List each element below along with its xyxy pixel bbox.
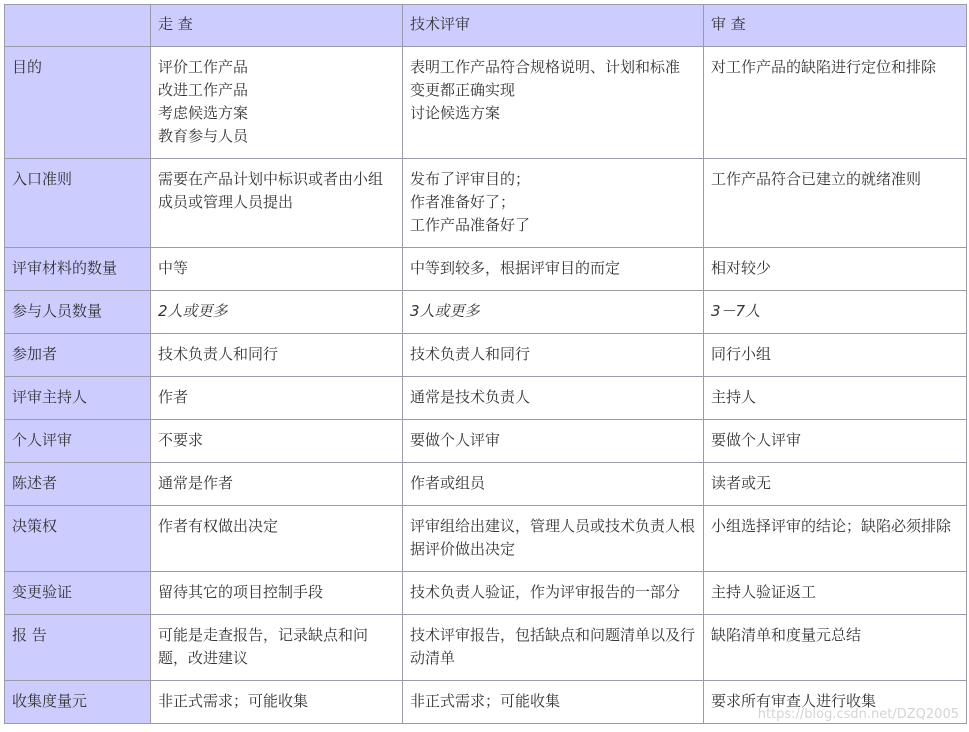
cell-text: 工作产品准备好了 [410, 216, 531, 234]
cell-text: 作者准备好了； [410, 193, 516, 211]
table-row [5, 291, 967, 334]
row-label: 报 告 [5, 615, 151, 681]
table-cell [151, 377, 403, 420]
cell-text: 技术负责人和同行 [158, 345, 279, 363]
cell-text: 同行小组 [711, 345, 772, 363]
cell-text: 主持人验证返工 [711, 583, 817, 601]
cell-text: 通常是技术负责人 [410, 388, 531, 406]
cell-text: 评审组给出建议，管理人员或技术负责人根据评价做出决定 [410, 517, 696, 558]
cell-text: 中等 [158, 259, 189, 277]
table-row [5, 334, 967, 377]
cell-text: 发布了评审目的； [410, 170, 531, 188]
cell-text: 3－7人 [711, 302, 761, 320]
cell-text: 讨论候选方案 [410, 104, 501, 122]
cell-text: 主持人 [711, 388, 757, 406]
table-row [5, 47, 967, 159]
cell-text: 中等到较多，根据评审目的而定 [410, 259, 621, 277]
header-inspection: 审 查 [704, 5, 967, 47]
table-row [5, 463, 967, 506]
cell-text: 工作产品符合已建立的就绪准则 [711, 170, 922, 188]
table-cell [704, 420, 967, 463]
cell-text: 考虑候选方案 [158, 104, 249, 122]
table-cell [403, 615, 704, 681]
table-cell [704, 377, 967, 420]
cell-text: 要做个人评审 [711, 431, 802, 449]
table-cell [151, 615, 403, 681]
cell-text: 技术评审报告，包括缺点和问题清单以及行动清单 [410, 626, 696, 667]
table-cell [151, 334, 403, 377]
table-row [5, 506, 967, 572]
table-cell [704, 159, 967, 248]
row-label: 入口准则 [5, 159, 151, 248]
row-label: 收集度量元 [5, 681, 151, 724]
cell-text: 评价工作产品 [158, 58, 249, 76]
table-cell [403, 47, 704, 159]
table-cell [704, 334, 967, 377]
table-row [5, 420, 967, 463]
table-cell [403, 506, 704, 572]
table-cell [403, 420, 704, 463]
table-cell [403, 681, 704, 724]
table-row [5, 377, 967, 420]
cell-text: 通常是作者 [158, 474, 234, 492]
row-label: 目的 [5, 47, 151, 159]
row-label: 个人评审 [5, 420, 151, 463]
cell-text: 需要在产品计划中标识或者由小组成员或管理人员提出 [158, 170, 384, 211]
cell-text: 留待其它的项目控制手段 [158, 583, 324, 601]
table-cell [151, 463, 403, 506]
cell-text: 缺陷清单和度量元总结 [711, 626, 862, 644]
cell-text: 2人或更多 [158, 302, 228, 320]
table-cell [403, 334, 704, 377]
table-cell [403, 291, 704, 334]
row-label: 陈述者 [5, 463, 151, 506]
table-cell [151, 47, 403, 159]
table-cell [403, 463, 704, 506]
table-row [5, 572, 967, 615]
cell-text: 作者或组员 [410, 474, 486, 492]
cell-text: 不要求 [158, 431, 204, 449]
table-cell [704, 615, 967, 681]
table-row [5, 159, 967, 248]
table-cell [704, 572, 967, 615]
table-cell [704, 463, 967, 506]
table-header-row [5, 5, 967, 47]
cell-text: 表明工作产品符合规格说明、计划和标准 [410, 58, 681, 76]
table-cell [151, 506, 403, 572]
row-label: 评审材料的数量 [5, 248, 151, 291]
table-cell [704, 291, 967, 334]
cell-text: 技术负责人和同行 [410, 345, 531, 363]
header-walkthrough: 走 查 [151, 5, 403, 47]
cell-text: 要求所有审查人进行收集 [711, 692, 877, 710]
table-cell [403, 159, 704, 248]
table-cell [151, 420, 403, 463]
header-technical-review: 技术评审 [403, 5, 704, 47]
table-row [5, 615, 967, 681]
cell-text: 作者 [158, 388, 189, 406]
cell-text: 技术负责人验证，作为评审报告的一部分 [410, 583, 681, 601]
row-label: 评审主持人 [5, 377, 151, 420]
table-cell [704, 506, 967, 572]
row-label: 变更验证 [5, 572, 151, 615]
cell-text: 教育参与人员 [158, 127, 249, 145]
table-cell [403, 377, 704, 420]
table-cell [151, 159, 403, 248]
table-cell [704, 248, 967, 291]
row-label: 参加者 [5, 334, 151, 377]
watermark-text: https://blog.csdn.net/DZQ2005 [757, 707, 959, 722]
cell-text: 作者有权做出决定 [158, 517, 279, 535]
table-cell [403, 572, 704, 615]
table-cell [151, 291, 403, 334]
comparison-table [4, 4, 967, 724]
cell-text: 非正式需求；可能收集 [410, 692, 561, 710]
cell-text: 变更都正确实现 [410, 81, 516, 99]
cell-text: 读者或无 [711, 474, 772, 492]
table-cell [151, 572, 403, 615]
cell-text: 3人或更多 [410, 302, 480, 320]
cell-text: 要做个人评审 [410, 431, 501, 449]
cell-text: 改进工作产品 [158, 81, 249, 99]
cell-text: 对工作产品的缺陷进行定位和排除 [711, 58, 937, 76]
table-cell [403, 248, 704, 291]
cell-text: 非正式需求；可能收集 [158, 692, 309, 710]
cell-text: 可能是走查报告，记录缺点和问题，改进建议 [158, 626, 369, 667]
cell-text: 小组选择评审的结论；缺陷必须排除 [711, 517, 952, 535]
table-cell [151, 681, 403, 724]
row-label: 决策权 [5, 506, 151, 572]
cell-text: 相对较少 [711, 259, 772, 277]
table-cell [151, 248, 403, 291]
header-corner-cell [5, 5, 151, 47]
table-cell [704, 47, 967, 159]
table-row [5, 248, 967, 291]
row-label: 参与人员数量 [5, 291, 151, 334]
